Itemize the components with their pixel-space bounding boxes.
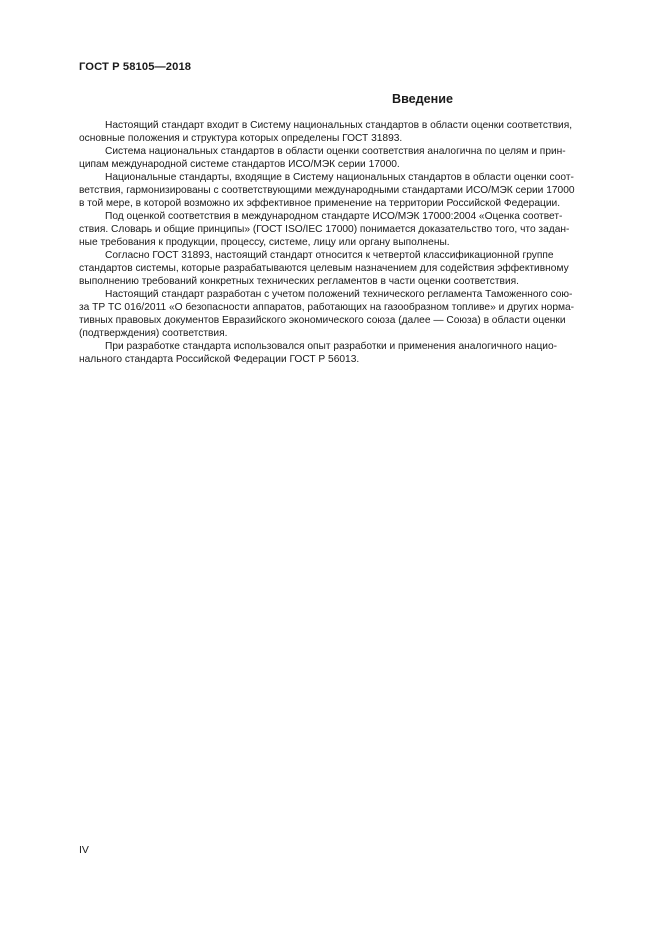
text-line: Национальные стандарты, входящие в Систему национальных стандартов в области оценки соот- — [105, 172, 574, 183]
text-line: Под оценкой соответствия в международном стандарте ИСО/МЭК 17000:2004 «Оценка соответ- — [105, 211, 563, 222]
text-line: ветствия, гармонизированы с соответствующими международными стандартами ИСО/МЭК серии 17000 — [79, 185, 575, 196]
text-line: (подтверждения) соответствия. — [79, 328, 228, 339]
text-line: в той мере, в которой возможно их эффективное применение на территории Российской Федерации. — [79, 198, 561, 209]
text-line: При разработке стандарта использовался опыт разработки и применения аналогичного нацио- — [105, 341, 558, 352]
section-title: Введение — [391, 92, 454, 106]
text-line: за ТР ТС 016/2011 «О безопасности аппаратов, работающих на газообразном топливе» и других норма- — [79, 302, 575, 313]
text-line: основные положения и структура которых определены ГОСТ 31893. — [79, 133, 403, 144]
text-line: нального стандарта Российской Федерации ГОСТ Р 56013. — [79, 354, 360, 365]
text-line: Система национальных стандартов в области оценки соответствия аналогична по целям и прин- — [105, 146, 566, 157]
text-line: стандартов системы, которые разрабатываются целевым назначением для содействия эффективному — [79, 263, 569, 274]
text-line: ствия. Словарь и общие принципы» (ГОСТ ISO/IEC 17000) понимается доказательство того, что задан- — [79, 224, 570, 235]
text-line: Настоящий стандарт входит в Систему национальных стандартов в области оценки соответствия, — [105, 120, 573, 131]
introduction-body — [79, 119, 616, 366]
text-line: ципам международной системе стандартов ИСО/МЭК серии 17000. — [79, 159, 400, 170]
document-code-header: ГОСТ Р 58105—2018 — [79, 61, 192, 73]
text-line: ные требования к продукции, процессу, системе, лицу или органу выполнены. — [79, 237, 450, 248]
page-number: IV — [79, 844, 89, 856]
text-line: тивных правовых документов Евразийского экономического союза (далее — Союза) в области оценки — [79, 315, 566, 326]
text-line: Согласно ГОСТ 31893, настоящий стандарт относится к четвертой классификационной группе — [105, 250, 554, 261]
text-line: Настоящий стандарт разработан с учетом положений технического регламента Таможенного сою- — [105, 289, 573, 300]
text-line: выполнению требований конкретных технических регламентов в части оценки соответствия. — [79, 276, 520, 287]
